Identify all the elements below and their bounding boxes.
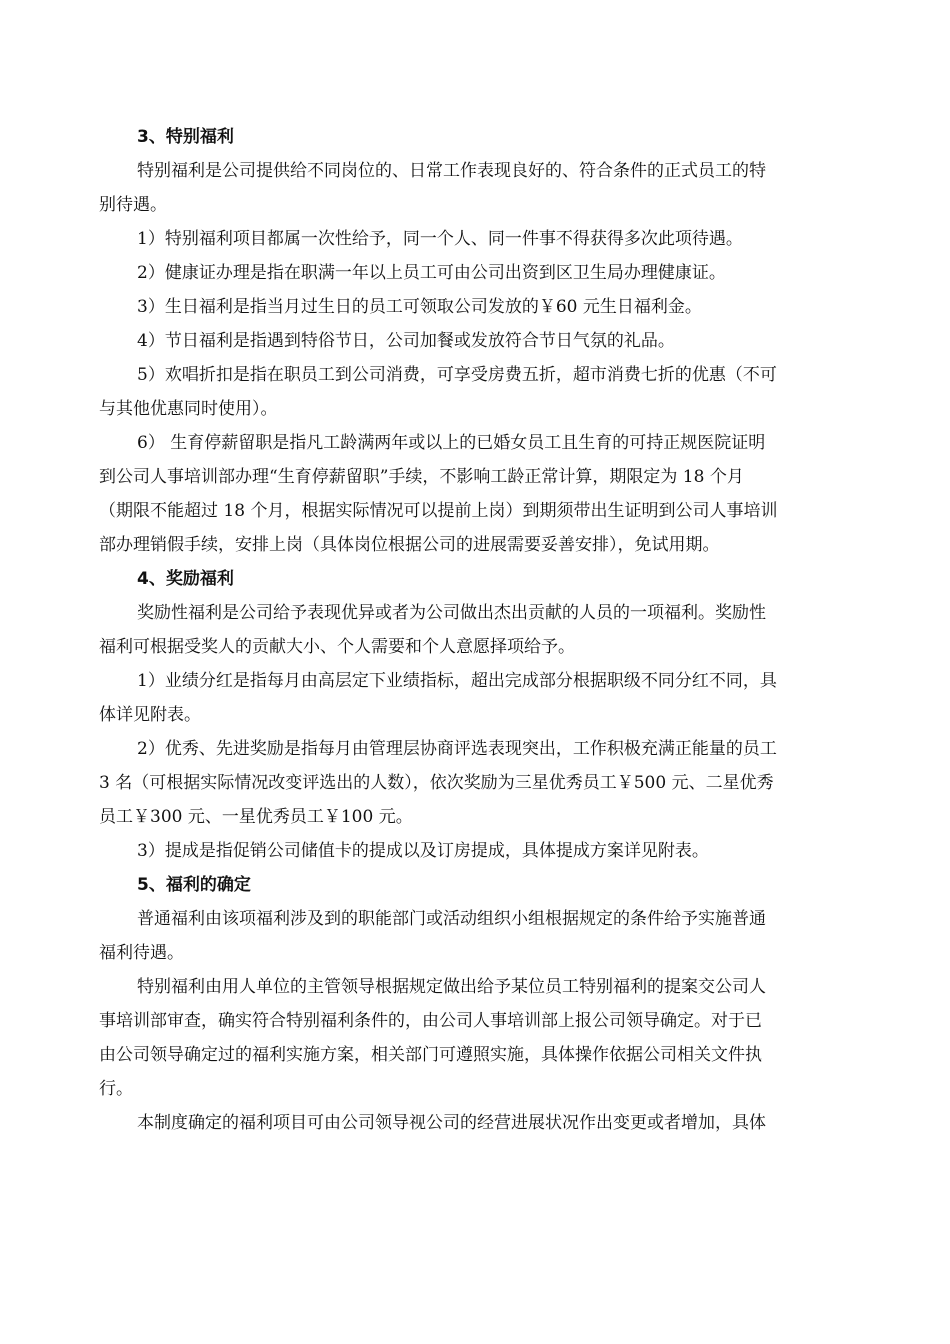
text-line: 部办理销假手续，安排上岗（具体岗位根据公司的进展需要妥善安排），免试用期。: [99, 535, 720, 555]
text-line: 3）生日福利是指当月过生日的员工可领取公司发放的￥60 元生日福利金。: [137, 297, 702, 317]
text-line: 1）业绩分红是指每月由高层定下业绩指标，超出完成部分根据职级不同分红不同，具: [137, 671, 777, 691]
text-line: 本制度确定的福利项目可由公司领导视公司的经营进展状况作出变更或者增加，具体: [137, 1113, 766, 1133]
text-line: 与其他优惠同时使用）。: [99, 399, 278, 419]
section-3-intro: [99, 154, 851, 222]
text-line: 3 名（可根据实际情况改变评选出的人数），依次奖励为三星优秀员工￥500 元、二星优秀: [99, 773, 774, 793]
text-line: 2）健康证办理是指在职满一年以上员工可由公司出资到区卫生局办理健康证。: [137, 263, 726, 283]
list-item: [99, 358, 851, 426]
list-item: [99, 664, 851, 732]
text-line: 福利待遇。: [99, 943, 184, 963]
list-item: [137, 834, 851, 868]
text-line: 体详见附表。: [99, 705, 201, 725]
list-item: [137, 290, 851, 324]
section-heading-5: 5、福利的确定: [137, 875, 251, 895]
section-4-intro: [99, 596, 851, 664]
text-line: 普通福利由该项福利涉及到的职能部门或活动组织小组根据规定的条件给予实施普通: [137, 909, 766, 929]
paragraph: [99, 902, 851, 970]
text-line: 1）特别福利项目都属一次性给予，同一个人、同一件事不得获得多次此项待遇。: [137, 229, 743, 249]
text-line: 4）节日福利是指遇到特俗节日，公司加餐或发放符合节日气氛的礼品。: [137, 331, 675, 351]
text-line: 特别福利是公司提供给不同岗位的、日常工作表现良好的、符合条件的正式员工的特: [137, 161, 766, 181]
text-line: 员工￥300 元、一星优秀员工￥100 元。: [99, 807, 413, 827]
section-heading-4: 4、奖励福利: [137, 569, 234, 589]
list-item: [137, 222, 851, 256]
text-line: 2）优秀、先进奖励是指每月由管理层协商评选表现突出，工作积极充满正能量的员工: [137, 739, 777, 759]
text-line: 3）提成是指促销公司储值卡的提成以及订房提成，具体提成方案详见附表。: [137, 841, 709, 861]
text-line: 5）欢唱折扣是指在职员工到公司消费，可享受房费五折，超市消费七折的优惠（不可: [137, 365, 777, 385]
list-item: [99, 732, 851, 834]
list-item: [137, 324, 851, 358]
document-body: [99, 120, 851, 1140]
text-line: 福利可根据受奖人的贡献大小、个人需要和个人意愿择项给予。: [99, 637, 575, 657]
text-line: 特别福利由用人单位的主管领导根据规定做出给予某位员工特别福利的提案交公司人: [137, 977, 766, 997]
list-item: [137, 256, 851, 290]
text-line: 事培训部审查，确实符合特别福利条件的，由公司人事培训部上报公司领导确定。对于已: [99, 1011, 762, 1031]
text-line: 别待遇。: [99, 195, 167, 215]
text-line: 行。: [99, 1079, 133, 1099]
paragraph: [99, 970, 851, 1106]
text-line: 奖励性福利是公司给予表现优异或者为公司做出杰出贡献的人员的一项福利。奖励性: [137, 603, 766, 623]
text-line: 由公司领导确定过的福利实施方案，相关部门可遵照实施，具体操作依据公司相关文件执: [99, 1045, 762, 1065]
paragraph: [137, 1106, 851, 1140]
section-heading-3: 3、特别福利: [137, 127, 234, 147]
text-line: （期限不能超过 18 个月，根据实际情况可以提前上岗）到期须带出生证明到公司人事培训: [99, 501, 778, 521]
text-line: 6） 生育停薪留职是指凡工龄满两年或以上的已婚女员工且生育的可持正规医院证明: [137, 433, 766, 453]
text-line: 到公司人事培训部办理“生育停薪留职”手续，不影响工龄正常计算，期限定为 18 个月: [99, 467, 744, 487]
list-item: [99, 426, 851, 562]
